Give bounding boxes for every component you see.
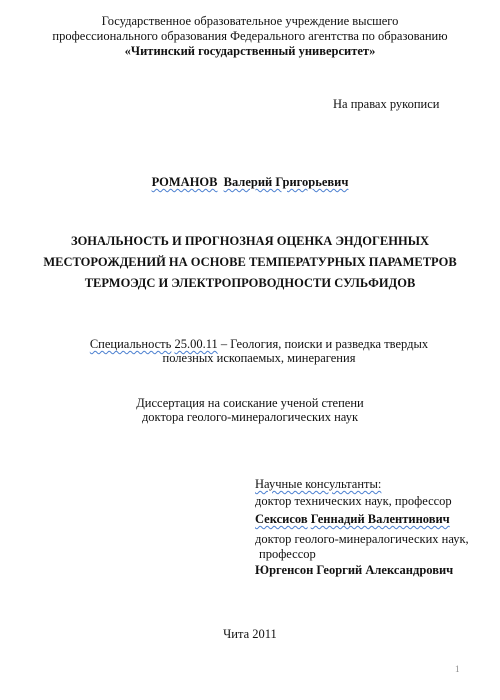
author-name (0, 175, 500, 190)
specialty-line-2: полезных ископаемых, минерагения (162, 351, 356, 365)
specialty-label: Специальность (89, 337, 172, 351)
consultant-2-title-line-1: доктор геолого-минералогических наук, (255, 531, 469, 546)
title-line-1-text: ЗОНАЛЬНОСТЬ И ПРОГНОЗНАЯ ОЦЕНКА ЭНДОГЕННЫХ (70, 234, 430, 248)
title-line-3: ТЕРМОЭДС И ЭЛЕКТРОПРОВОДНОСТИ СУЛЬФИДОВ (84, 276, 416, 290)
consultant-1-given: Геннадий Валентинович (310, 512, 450, 526)
institution-line-1: Государственное образовательное учреждение высшего (101, 14, 399, 28)
consultant-1-title: доктор технических наук, профессор (255, 493, 452, 508)
consultant-1-name (255, 512, 495, 528)
author-given-names: Валерий Григорьевич (223, 175, 349, 189)
scientific-consultants (255, 477, 495, 578)
author-surname: РОМАНОВ (151, 175, 218, 189)
specialty-line-1 (0, 337, 500, 351)
manuscript-rights-note: На правах рукописи (333, 97, 440, 111)
title-line-1 (0, 231, 500, 252)
consultants-heading: Научные консультанты: (255, 477, 382, 491)
specialty-code: 25.00.11 (174, 337, 218, 351)
consultant-2-title-line-2: профессор (259, 547, 316, 561)
university-name: «Читинский государственный университет» (124, 44, 376, 58)
city-year: Чита 2011 (223, 627, 277, 641)
degree-line-2: доктора геолого-минералогических наук (141, 410, 359, 424)
title-line-2: МЕСТОРОЖДЕНИЙ НА ОСНОВЕ ТЕМПЕРАТУРНЫХ ПАРАМЕТРОВ (43, 255, 457, 269)
institution-header (0, 14, 500, 59)
consultant-1-surname: Сексисов (255, 512, 308, 526)
specialty-dash: – (220, 337, 228, 351)
institution-line-2: профессионального образования Федерального агентства по образованию (52, 29, 448, 43)
degree-line-1: Диссертация на соискание ученой степени (136, 396, 364, 410)
specialty-field: Геология, поиски и разведка твердых (230, 337, 429, 351)
page-number: 1 (455, 664, 460, 674)
degree-statement (0, 396, 500, 424)
specialty-block (0, 337, 500, 365)
consultant-2-name: Юргенсон Георгий Александрович (255, 562, 454, 577)
dissertation-title (0, 231, 500, 294)
